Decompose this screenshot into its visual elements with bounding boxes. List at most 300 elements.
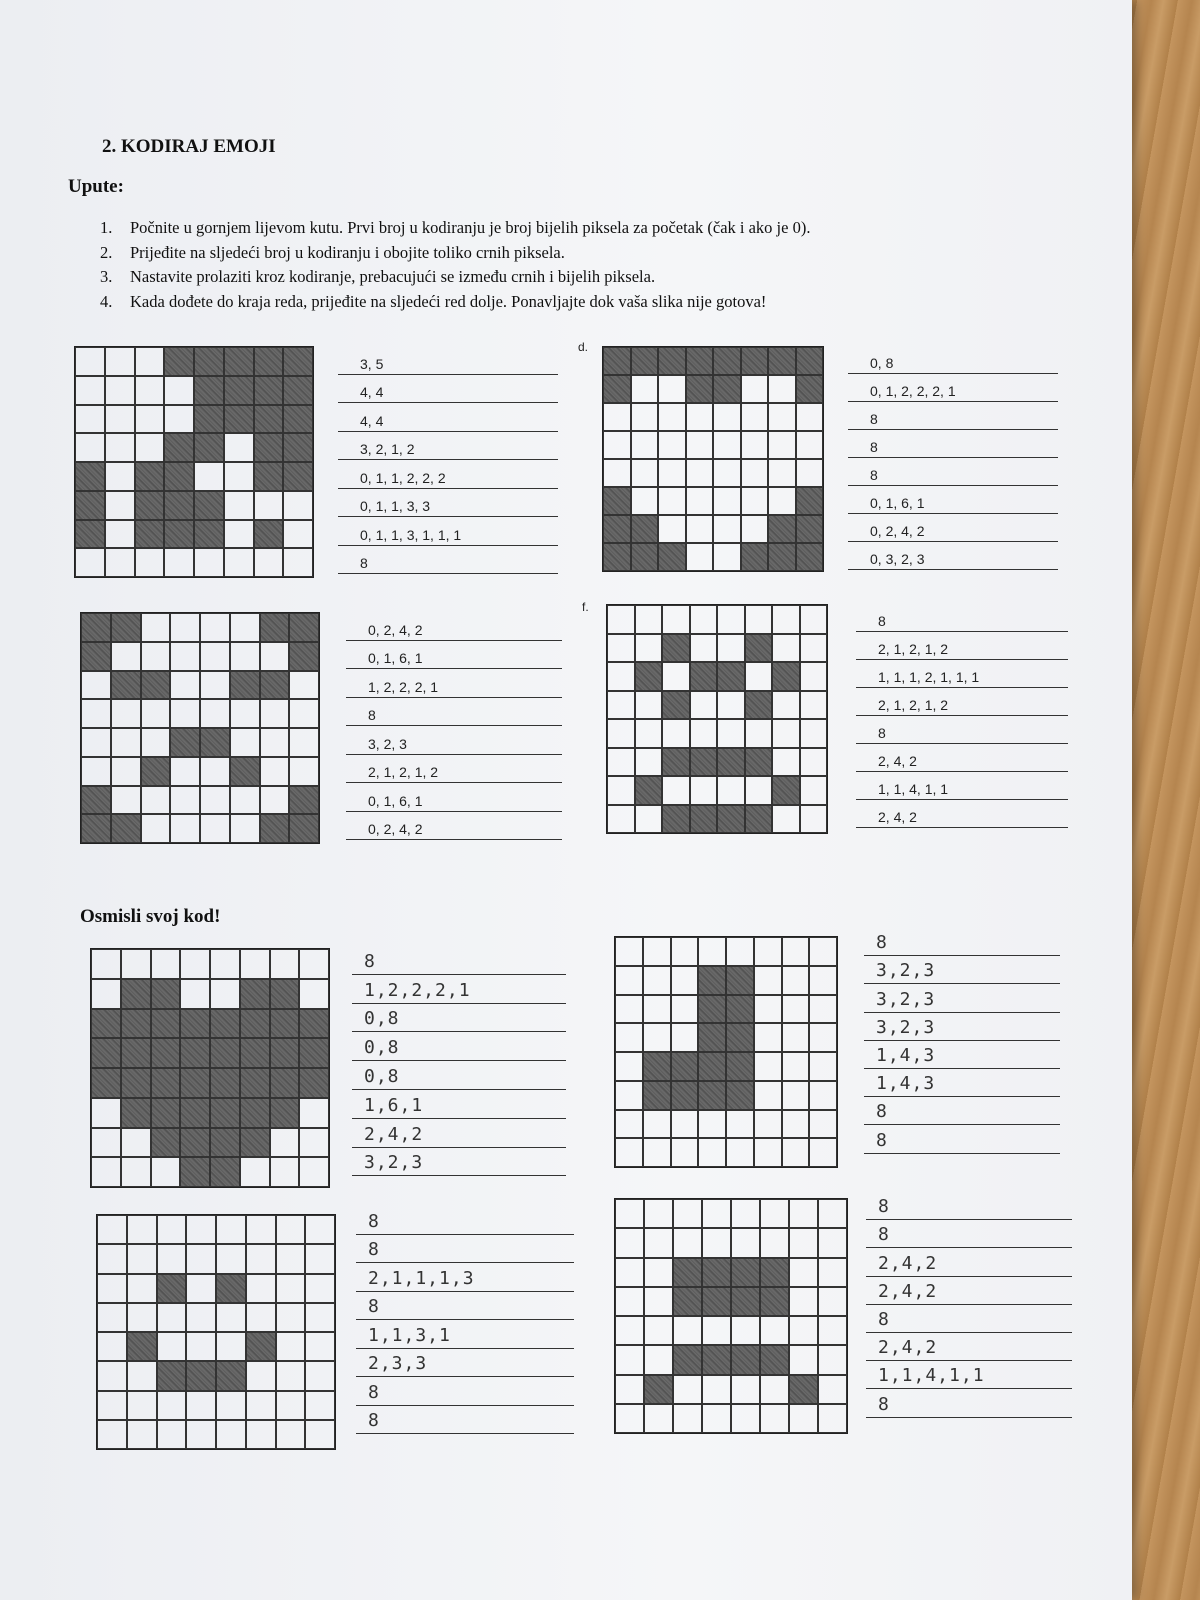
- pixel-cell-filled[interactable]: [151, 1098, 181, 1128]
- pixel-cell-filled[interactable]: [643, 1081, 671, 1110]
- code-line[interactable]: 8: [356, 1377, 574, 1406]
- pixel-cell-filled[interactable]: [658, 347, 686, 375]
- pixel-cell-empty[interactable]: [97, 1215, 127, 1244]
- pixel-cell-filled[interactable]: [745, 634, 773, 663]
- pixel-cell-empty[interactable]: [731, 1228, 760, 1257]
- pixel-cell-empty[interactable]: [643, 966, 671, 995]
- pixel-cell-empty[interactable]: [782, 1023, 810, 1052]
- pixel-cell-filled[interactable]: [741, 543, 769, 571]
- code-line[interactable]: 3,2,3: [352, 1148, 566, 1177]
- pixel-cell-filled[interactable]: [224, 347, 254, 376]
- pixel-cell-empty[interactable]: [662, 662, 690, 691]
- pixel-cell-empty[interactable]: [768, 487, 796, 515]
- code-line[interactable]: 8: [352, 946, 566, 975]
- pixel-cell-empty[interactable]: [170, 814, 200, 843]
- code-line[interactable]: 8: [338, 546, 558, 575]
- code-line[interactable]: 0, 1, 1, 2, 2, 2: [338, 460, 558, 489]
- pixel-cell-empty[interactable]: [800, 748, 828, 777]
- pixel-cell-filled[interactable]: [194, 520, 224, 549]
- code-line[interactable]: 4, 4: [338, 375, 558, 404]
- code-line[interactable]: 8: [864, 1097, 1060, 1125]
- pixel-cell-empty[interactable]: [276, 1215, 306, 1244]
- pixel-cell-empty[interactable]: [270, 1157, 300, 1187]
- pixel-cell-filled[interactable]: [283, 347, 313, 376]
- pixel-cell-filled[interactable]: [194, 376, 224, 405]
- pixel-cell-empty[interactable]: [111, 642, 141, 671]
- pixel-cell-empty[interactable]: [246, 1303, 276, 1332]
- pixel-cell-empty[interactable]: [702, 1228, 731, 1257]
- pixel-cell-empty[interactable]: [111, 757, 141, 786]
- pixel-cell-empty[interactable]: [615, 1138, 643, 1167]
- pixel-cell-filled[interactable]: [127, 1332, 157, 1361]
- pixel-cell-empty[interactable]: [216, 1215, 246, 1244]
- pixel-cell-empty[interactable]: [164, 376, 194, 405]
- pixel-cell-filled[interactable]: [180, 1009, 210, 1039]
- pixel-cell-empty[interactable]: [671, 995, 699, 1024]
- pixel-cell-empty[interactable]: [216, 1332, 246, 1361]
- pixel-cell-empty[interactable]: [754, 1052, 782, 1081]
- pixel-cell-empty[interactable]: [800, 719, 828, 748]
- pixel-cell-empty[interactable]: [741, 515, 769, 543]
- pixel-cell-filled[interactable]: [726, 995, 754, 1024]
- pixel-cell-filled[interactable]: [796, 543, 824, 571]
- pixel-cell-empty[interactable]: [127, 1274, 157, 1303]
- pixel-cell-empty[interactable]: [717, 634, 745, 663]
- pixel-cell-filled[interactable]: [772, 776, 800, 805]
- pixel-cell-empty[interactable]: [698, 1110, 726, 1139]
- pixel-cell-empty[interactable]: [760, 1404, 789, 1433]
- pixel-cell-filled[interactable]: [194, 433, 224, 462]
- pixel-cell-empty[interactable]: [741, 459, 769, 487]
- pixel-cell-empty[interactable]: [127, 1391, 157, 1420]
- pixel-cell-empty[interactable]: [135, 548, 165, 577]
- pixel-cell-empty[interactable]: [615, 966, 643, 995]
- code-line[interactable]: 0, 3, 2, 3: [848, 542, 1058, 570]
- pixel-cell-empty[interactable]: [75, 548, 105, 577]
- pixel-cell-empty[interactable]: [603, 403, 631, 431]
- pixel-cell-filled[interactable]: [768, 543, 796, 571]
- pixel-cell-filled[interactable]: [690, 662, 718, 691]
- code-line[interactable]: 2,4,2: [866, 1333, 1072, 1361]
- pixel-cell-empty[interactable]: [796, 431, 824, 459]
- pixel-cell-empty[interactable]: [246, 1274, 276, 1303]
- pixel-cell-filled[interactable]: [210, 1157, 240, 1187]
- pixel-cell-filled[interactable]: [151, 1128, 181, 1158]
- pixel-cell-empty[interactable]: [186, 1274, 216, 1303]
- pixel-cell-filled[interactable]: [768, 515, 796, 543]
- pixel-cell-empty[interactable]: [105, 433, 135, 462]
- pixel-cell-empty[interactable]: [111, 728, 141, 757]
- pixel-cell-empty[interactable]: [246, 1215, 276, 1244]
- pixel-cell-empty[interactable]: [283, 548, 313, 577]
- pixel-cell-filled[interactable]: [194, 491, 224, 520]
- pixel-cell-filled[interactable]: [662, 691, 690, 720]
- pixel-cell-empty[interactable]: [276, 1244, 306, 1273]
- pixel-cell-empty[interactable]: [818, 1316, 847, 1345]
- pixel-cell-empty[interactable]: [105, 347, 135, 376]
- pixel-cell-empty[interactable]: [607, 634, 635, 663]
- pixel-cell-empty[interactable]: [768, 459, 796, 487]
- code-line[interactable]: 2, 4, 2: [856, 744, 1068, 772]
- code-line[interactable]: 0,8: [352, 1032, 566, 1061]
- pixel-cell-filled[interactable]: [121, 1038, 151, 1068]
- pixel-cell-filled[interactable]: [289, 613, 319, 642]
- pixel-cell-empty[interactable]: [615, 1228, 644, 1257]
- pixel-cell-empty[interactable]: [157, 1391, 187, 1420]
- pixel-cell-filled[interactable]: [81, 642, 111, 671]
- pixel-cell-empty[interactable]: [230, 786, 260, 815]
- pixel-cell-filled[interactable]: [164, 520, 194, 549]
- pixel-cell-filled[interactable]: [690, 805, 718, 834]
- pixel-cell-empty[interactable]: [635, 719, 663, 748]
- pixel-cell-empty[interactable]: [671, 1138, 699, 1167]
- pixel-cell-filled[interactable]: [81, 814, 111, 843]
- pixel-cell-empty[interactable]: [745, 662, 773, 691]
- pixel-cell-empty[interactable]: [210, 949, 240, 979]
- pixel-cell-filled[interactable]: [121, 1009, 151, 1039]
- code-line[interactable]: 0,8: [352, 1004, 566, 1033]
- pixel-cell-empty[interactable]: [111, 699, 141, 728]
- code-line[interactable]: 3, 5: [338, 346, 558, 375]
- pixel-cell-empty[interactable]: [81, 728, 111, 757]
- pixel-cell-empty[interactable]: [75, 433, 105, 462]
- pixel-cell-filled[interactable]: [603, 515, 631, 543]
- code-line[interactable]: 1, 1, 1, 2, 1, 1, 1: [856, 660, 1068, 688]
- pixel-cell-empty[interactable]: [170, 613, 200, 642]
- pixel-cell-empty[interactable]: [809, 966, 837, 995]
- code-line[interactable]: 0, 1, 1, 3, 1, 1, 1: [338, 517, 558, 546]
- pixel-cell-filled[interactable]: [260, 671, 290, 700]
- pixel-cell-empty[interactable]: [91, 949, 121, 979]
- pixel-cell-empty[interactable]: [741, 375, 769, 403]
- pixel-cell-filled[interactable]: [224, 405, 254, 434]
- pixel-cell-empty[interactable]: [768, 403, 796, 431]
- pixel-cell-empty[interactable]: [260, 786, 290, 815]
- pixel-cell-empty[interactable]: [615, 1404, 644, 1433]
- pixel-cell-empty[interactable]: [305, 1303, 335, 1332]
- pixel-cell-filled[interactable]: [200, 728, 230, 757]
- pixel-cell-empty[interactable]: [686, 403, 714, 431]
- pixel-cell-filled[interactable]: [283, 433, 313, 462]
- pixel-cell-empty[interactable]: [105, 491, 135, 520]
- pixel-cell-empty[interactable]: [789, 1404, 818, 1433]
- pixel-cell-empty[interactable]: [615, 995, 643, 1024]
- pixel-cell-empty[interactable]: [254, 491, 284, 520]
- pixel-cell-empty[interactable]: [91, 1128, 121, 1158]
- pixel-cell-filled[interactable]: [210, 1068, 240, 1098]
- pixel-cell-empty[interactable]: [789, 1199, 818, 1228]
- pixel-cell-filled[interactable]: [702, 1258, 731, 1287]
- pixel-cell-empty[interactable]: [731, 1199, 760, 1228]
- pixel-cell-empty[interactable]: [230, 699, 260, 728]
- pixel-cell-empty[interactable]: [224, 433, 254, 462]
- pixel-cell-empty[interactable]: [717, 691, 745, 720]
- pixel-cell-empty[interactable]: [607, 691, 635, 720]
- pixel-cell-filled[interactable]: [240, 1038, 270, 1068]
- pixel-cell-filled[interactable]: [240, 1128, 270, 1158]
- pixel-cell-empty[interactable]: [760, 1316, 789, 1345]
- pixel-cell-filled[interactable]: [121, 1068, 151, 1098]
- code-line[interactable]: 2, 4, 2: [856, 800, 1068, 828]
- pixel-cell-empty[interactable]: [658, 459, 686, 487]
- pixel-cell-empty[interactable]: [105, 376, 135, 405]
- code-line[interactable]: 2,4,2: [352, 1119, 566, 1148]
- pixel-cell-filled[interactable]: [643, 1052, 671, 1081]
- pixel-cell-empty[interactable]: [246, 1391, 276, 1420]
- code-line[interactable]: 3, 2, 1, 2: [338, 432, 558, 461]
- pixel-cell-empty[interactable]: [754, 937, 782, 966]
- pixel-cell-filled[interactable]: [673, 1345, 702, 1374]
- pixel-cell-filled[interactable]: [240, 1098, 270, 1128]
- pixel-cell-filled[interactable]: [635, 662, 663, 691]
- pixel-cell-empty[interactable]: [186, 1420, 216, 1449]
- pixel-cell-empty[interactable]: [726, 1138, 754, 1167]
- pixel-cell-empty[interactable]: [631, 459, 659, 487]
- pixel-cell-empty[interactable]: [745, 719, 773, 748]
- pixel-cell-filled[interactable]: [240, 979, 270, 1009]
- pixel-cell-empty[interactable]: [141, 613, 171, 642]
- pixel-cell-empty[interactable]: [809, 1110, 837, 1139]
- pixel-cell-empty[interactable]: [782, 966, 810, 995]
- pixel-cell-filled[interactable]: [164, 433, 194, 462]
- pixel-cell-empty[interactable]: [283, 520, 313, 549]
- pixel-cell-empty[interactable]: [635, 605, 663, 634]
- pixel-cell-filled[interactable]: [194, 347, 224, 376]
- pixel-cell-empty[interactable]: [157, 1215, 187, 1244]
- pixel-cell-empty[interactable]: [276, 1332, 306, 1361]
- pixel-cell-filled[interactable]: [157, 1361, 187, 1390]
- pixel-cell-empty[interactable]: [644, 1228, 673, 1257]
- pixel-cell-empty[interactable]: [141, 642, 171, 671]
- pixel-cell-empty[interactable]: [768, 375, 796, 403]
- pixel-cell-empty[interactable]: [224, 491, 254, 520]
- pixel-cell-filled[interactable]: [299, 1068, 329, 1098]
- pixel-cell-empty[interactable]: [111, 786, 141, 815]
- pixel-cell-filled[interactable]: [216, 1361, 246, 1390]
- pixel-cell-empty[interactable]: [818, 1258, 847, 1287]
- pixel-cell-empty[interactable]: [180, 979, 210, 1009]
- pixel-cell-empty[interactable]: [772, 719, 800, 748]
- pixel-cell-filled[interactable]: [186, 1361, 216, 1390]
- pixel-cell-empty[interactable]: [644, 1287, 673, 1316]
- pixel-cell-filled[interactable]: [157, 1274, 187, 1303]
- pixel-cell-empty[interactable]: [97, 1361, 127, 1390]
- pixel-cell-empty[interactable]: [97, 1391, 127, 1420]
- pixel-cell-empty[interactable]: [121, 949, 151, 979]
- pixel-cell-empty[interactable]: [809, 1081, 837, 1110]
- pixel-cell-empty[interactable]: [800, 691, 828, 720]
- pixel-cell-empty[interactable]: [772, 605, 800, 634]
- pixel-cell-empty[interactable]: [635, 634, 663, 663]
- code-line[interactable]: 8: [356, 1406, 574, 1435]
- pixel-cell-filled[interactable]: [246, 1332, 276, 1361]
- pixel-cell-empty[interactable]: [135, 405, 165, 434]
- pixel-cell-empty[interactable]: [686, 543, 714, 571]
- pixel-cell-empty[interactable]: [818, 1404, 847, 1433]
- pixel-cell-empty[interactable]: [157, 1420, 187, 1449]
- pixel-cell-filled[interactable]: [91, 1009, 121, 1039]
- pixel-cell-empty[interactable]: [135, 433, 165, 462]
- code-line[interactable]: 2, 1, 2, 1, 2: [856, 688, 1068, 716]
- pixel-cell-empty[interactable]: [741, 403, 769, 431]
- pixel-cell-filled[interactable]: [731, 1287, 760, 1316]
- code-line[interactable]: 1,1,4,1,1: [866, 1361, 1072, 1389]
- pixel-cell-empty[interactable]: [690, 605, 718, 634]
- pixel-cell-empty[interactable]: [673, 1404, 702, 1433]
- pixel-cell-empty[interactable]: [216, 1244, 246, 1273]
- pixel-cell-empty[interactable]: [615, 1199, 644, 1228]
- pixel-cell-empty[interactable]: [754, 1081, 782, 1110]
- pixel-cell-empty[interactable]: [615, 1345, 644, 1374]
- pixel-cell-filled[interactable]: [180, 1038, 210, 1068]
- pixel-cell-empty[interactable]: [121, 1157, 151, 1187]
- pixel-cell-filled[interactable]: [75, 462, 105, 491]
- pixel-cell-empty[interactable]: [658, 487, 686, 515]
- pixel-cell-empty[interactable]: [702, 1316, 731, 1345]
- pixel-cell-filled[interactable]: [151, 1009, 181, 1039]
- pixel-cell-empty[interactable]: [631, 431, 659, 459]
- pixel-cell-empty[interactable]: [800, 605, 828, 634]
- pixel-cell-empty[interactable]: [713, 403, 741, 431]
- pixel-cell-filled[interactable]: [726, 1023, 754, 1052]
- pixel-cell-filled[interactable]: [741, 347, 769, 375]
- pixel-cell-filled[interactable]: [180, 1128, 210, 1158]
- pixel-cell-empty[interactable]: [713, 459, 741, 487]
- pixel-cell-filled[interactable]: [713, 347, 741, 375]
- code-line[interactable]: 1,6,1: [352, 1090, 566, 1119]
- pixel-cell-empty[interactable]: [200, 613, 230, 642]
- pixel-cell-empty[interactable]: [276, 1274, 306, 1303]
- pixel-cell-empty[interactable]: [782, 1138, 810, 1167]
- pixel-cell-empty[interactable]: [800, 776, 828, 805]
- pixel-cell-filled[interactable]: [135, 491, 165, 520]
- pixel-cell-empty[interactable]: [97, 1244, 127, 1273]
- code-line[interactable]: 0, 2, 4, 2: [848, 514, 1058, 542]
- pixel-cell-filled[interactable]: [760, 1345, 789, 1374]
- pixel-cell-empty[interactable]: [789, 1316, 818, 1345]
- pixel-cell-filled[interactable]: [726, 966, 754, 995]
- pixel-cell-filled[interactable]: [745, 805, 773, 834]
- pixel-cell-filled[interactable]: [164, 347, 194, 376]
- pixel-cell-empty[interactable]: [658, 431, 686, 459]
- pixel-cell-empty[interactable]: [731, 1375, 760, 1404]
- pixel-cell-empty[interactable]: [305, 1332, 335, 1361]
- pixel-cell-empty[interactable]: [644, 1199, 673, 1228]
- pixel-cell-empty[interactable]: [800, 662, 828, 691]
- pixel-cell-filled[interactable]: [240, 1068, 270, 1098]
- code-line[interactable]: 3,2,3: [864, 984, 1060, 1012]
- code-line[interactable]: 4, 4: [338, 403, 558, 432]
- pixel-cell-empty[interactable]: [782, 1081, 810, 1110]
- pixel-cell-filled[interactable]: [760, 1258, 789, 1287]
- pixel-cell-filled[interactable]: [194, 405, 224, 434]
- pixel-cell-empty[interactable]: [713, 515, 741, 543]
- code-line[interactable]: 0, 1, 6, 1: [346, 641, 562, 670]
- pixel-cell-empty[interactable]: [240, 1157, 270, 1187]
- pixel-cell-empty[interactable]: [643, 1110, 671, 1139]
- pixel-cell-filled[interactable]: [270, 1098, 300, 1128]
- pixel-cell-empty[interactable]: [690, 719, 718, 748]
- code-line[interactable]: 8: [848, 458, 1058, 486]
- pixel-cell-empty[interactable]: [603, 431, 631, 459]
- pixel-cell-empty[interactable]: [782, 1110, 810, 1139]
- code-line[interactable]: 0, 1, 1, 3, 3: [338, 489, 558, 518]
- pixel-cell-empty[interactable]: [216, 1391, 246, 1420]
- pixel-cell-empty[interactable]: [809, 937, 837, 966]
- pixel-cell-filled[interactable]: [289, 786, 319, 815]
- code-line[interactable]: 0, 8: [848, 346, 1058, 374]
- pixel-cell-empty[interactable]: [299, 1128, 329, 1158]
- code-line[interactable]: 8: [866, 1305, 1072, 1333]
- pixel-cell-filled[interactable]: [81, 786, 111, 815]
- pixel-cell-empty[interactable]: [299, 1098, 329, 1128]
- pixel-cell-empty[interactable]: [230, 728, 260, 757]
- pixel-cell-filled[interactable]: [698, 995, 726, 1024]
- pixel-cell-empty[interactable]: [818, 1375, 847, 1404]
- pixel-cell-empty[interactable]: [299, 979, 329, 1009]
- code-line[interactable]: 2,4,2: [866, 1277, 1072, 1305]
- pixel-cell-filled[interactable]: [603, 543, 631, 571]
- pixel-cell-empty[interactable]: [224, 548, 254, 577]
- pixel-cell-filled[interactable]: [283, 462, 313, 491]
- pixel-cell-empty[interactable]: [75, 405, 105, 434]
- pixel-cell-filled[interactable]: [631, 347, 659, 375]
- pixel-cell-filled[interactable]: [270, 1009, 300, 1039]
- pixel-cell-filled[interactable]: [299, 1038, 329, 1068]
- pixel-cell-empty[interactable]: [105, 462, 135, 491]
- pixel-cell-filled[interactable]: [254, 520, 284, 549]
- pixel-cell-empty[interactable]: [789, 1228, 818, 1257]
- pixel-cell-empty[interactable]: [305, 1361, 335, 1390]
- pixel-cell-empty[interactable]: [260, 728, 290, 757]
- pixel-cell-filled[interactable]: [81, 613, 111, 642]
- pixel-cell-empty[interactable]: [717, 719, 745, 748]
- pixel-cell-empty[interactable]: [105, 405, 135, 434]
- pixel-cell-empty[interactable]: [97, 1303, 127, 1332]
- pixel-cell-empty[interactable]: [698, 937, 726, 966]
- pixel-cell-empty[interactable]: [186, 1332, 216, 1361]
- pixel-cell-filled[interactable]: [111, 613, 141, 642]
- code-line[interactable]: 2, 1, 2, 1, 2: [346, 755, 562, 784]
- pixel-cell-empty[interactable]: [789, 1287, 818, 1316]
- pixel-cell-filled[interactable]: [254, 405, 284, 434]
- pixel-cell-filled[interactable]: [673, 1258, 702, 1287]
- pixel-cell-empty[interactable]: [210, 979, 240, 1009]
- pixel-cell-empty[interactable]: [127, 1361, 157, 1390]
- pixel-cell-filled[interactable]: [260, 814, 290, 843]
- pixel-cell-filled[interactable]: [230, 671, 260, 700]
- pixel-cell-empty[interactable]: [81, 757, 111, 786]
- pixel-cell-empty[interactable]: [105, 520, 135, 549]
- pixel-cell-filled[interactable]: [631, 543, 659, 571]
- code-line[interactable]: 2,4,2: [866, 1248, 1072, 1276]
- pixel-cell-filled[interactable]: [180, 1098, 210, 1128]
- pixel-cell-empty[interactable]: [690, 691, 718, 720]
- pixel-cell-filled[interactable]: [164, 491, 194, 520]
- pixel-cell-empty[interactable]: [782, 1052, 810, 1081]
- pixel-cell-empty[interactable]: [141, 786, 171, 815]
- pixel-cell-filled[interactable]: [216, 1274, 246, 1303]
- pixel-cell-empty[interactable]: [607, 605, 635, 634]
- pixel-cell-empty[interactable]: [607, 662, 635, 691]
- pixel-cell-filled[interactable]: [635, 776, 663, 805]
- pixel-cell-empty[interactable]: [644, 1345, 673, 1374]
- pixel-cell-empty[interactable]: [635, 691, 663, 720]
- pixel-cell-empty[interactable]: [731, 1404, 760, 1433]
- pixel-cell-empty[interactable]: [216, 1420, 246, 1449]
- pixel-cell-empty[interactable]: [717, 605, 745, 634]
- pixel-cell-empty[interactable]: [631, 403, 659, 431]
